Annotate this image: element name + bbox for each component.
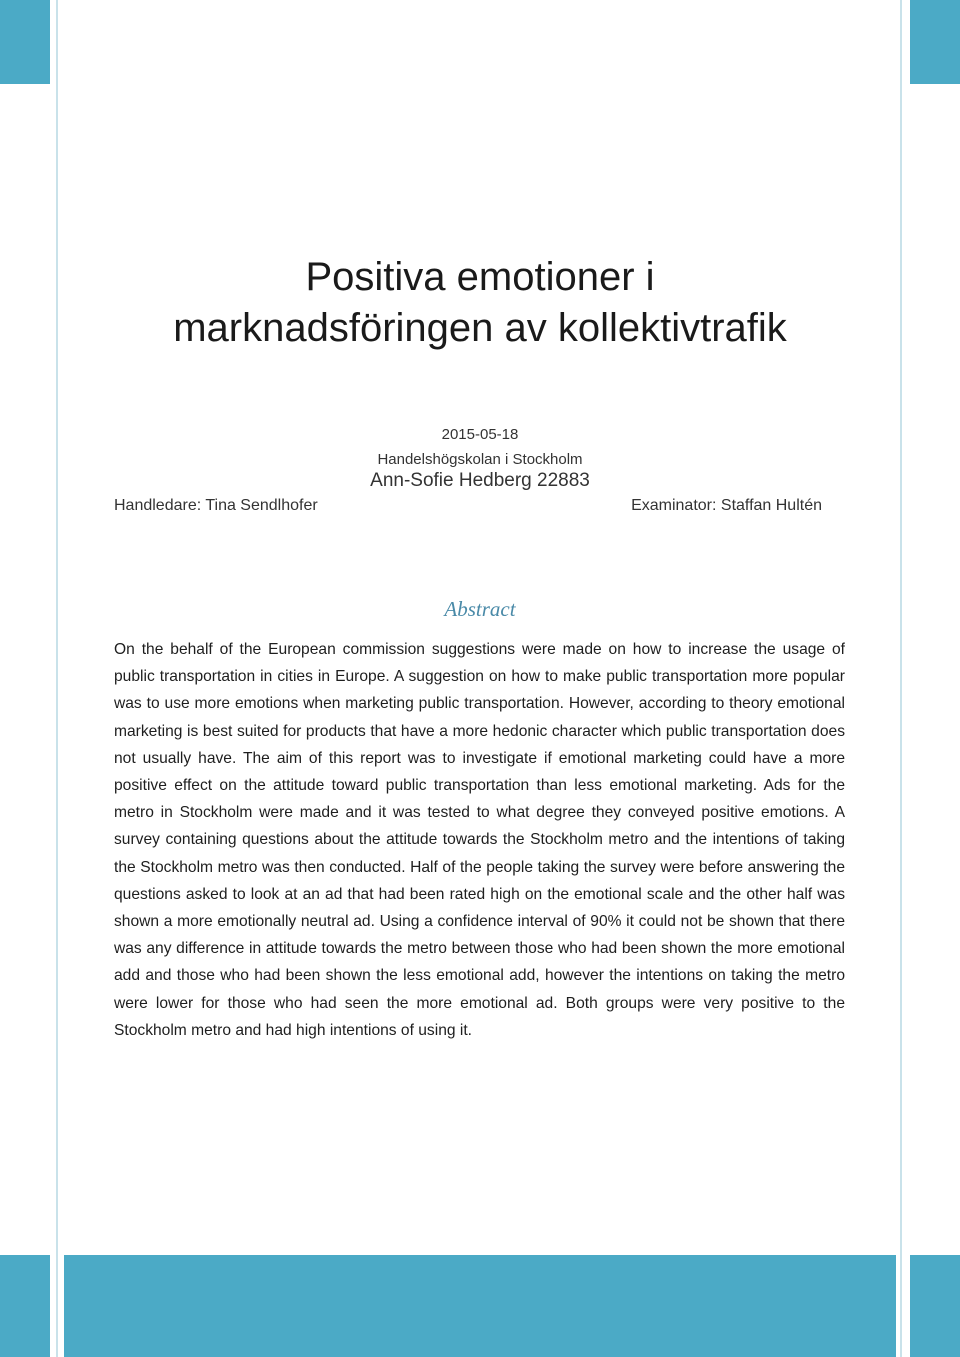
right-frame-line <box>900 0 902 1357</box>
abstract-body: On the behalf of the European commission suggestions were made on how to increase the usage of public transportation in cities in Europe. A suggestion on how to make public transportation more popular was to use more emotions when marketing public transportation. However, according to theory emotional marketing is best suited for products that have a more hedonic character which public transportation does not usually have. The aim of this report was to investigate if emotional marketing could have a more positive effect on the attitude toward public transportation than less emotional marketing. Ads for the metro in Stockholm were made and it was tested to what degree they conveyed positive emotions. A survey containing questions about the attitude towards the Stockholm metro and the intentions of taking the Stockholm metro was then conducted. Half of the people taking the survey were before answering the questions asked to look at an ad that had been rated high on the emotional scale and the other half was shown a more emotionally neutral ad. Using a confidence interval of 90% it could not be shown that there was any difference in attitude towards the metro between those who had been shown the more emotional add and those who had been shown the less emotional add, however the intentions on taking the metro were lower for those who had seen the more emotional ad. Both groups were very positive to the Stockholm metro and had high intentions of using it. <box>114 641 845 1039</box>
bottom-right-accent-band <box>910 1255 960 1357</box>
examiner-label: Examinator: Staffan Hultén <box>631 497 822 514</box>
author-name: Ann-Sofie Hedberg 22883 <box>370 470 590 491</box>
abstract-heading: Abstract <box>444 597 516 621</box>
title-line-2: marknadsföringen av kollektivtrafik <box>173 306 787 350</box>
school-name: Handelshögskolan i Stockholm <box>377 451 583 468</box>
title-line-1: Positiva emotioner i <box>305 255 655 299</box>
document-title <box>60 252 900 354</box>
top-right-accent-band <box>910 0 960 84</box>
supervisor-label: Handledare: Tina Sendlhofer <box>114 497 318 514</box>
bottom-accent-band <box>64 1255 896 1357</box>
left-frame-line <box>56 0 58 1357</box>
bottom-left-accent-band <box>0 1255 50 1357</box>
top-left-accent-band <box>0 0 50 84</box>
document-date: 2015-05-18 <box>441 426 519 443</box>
